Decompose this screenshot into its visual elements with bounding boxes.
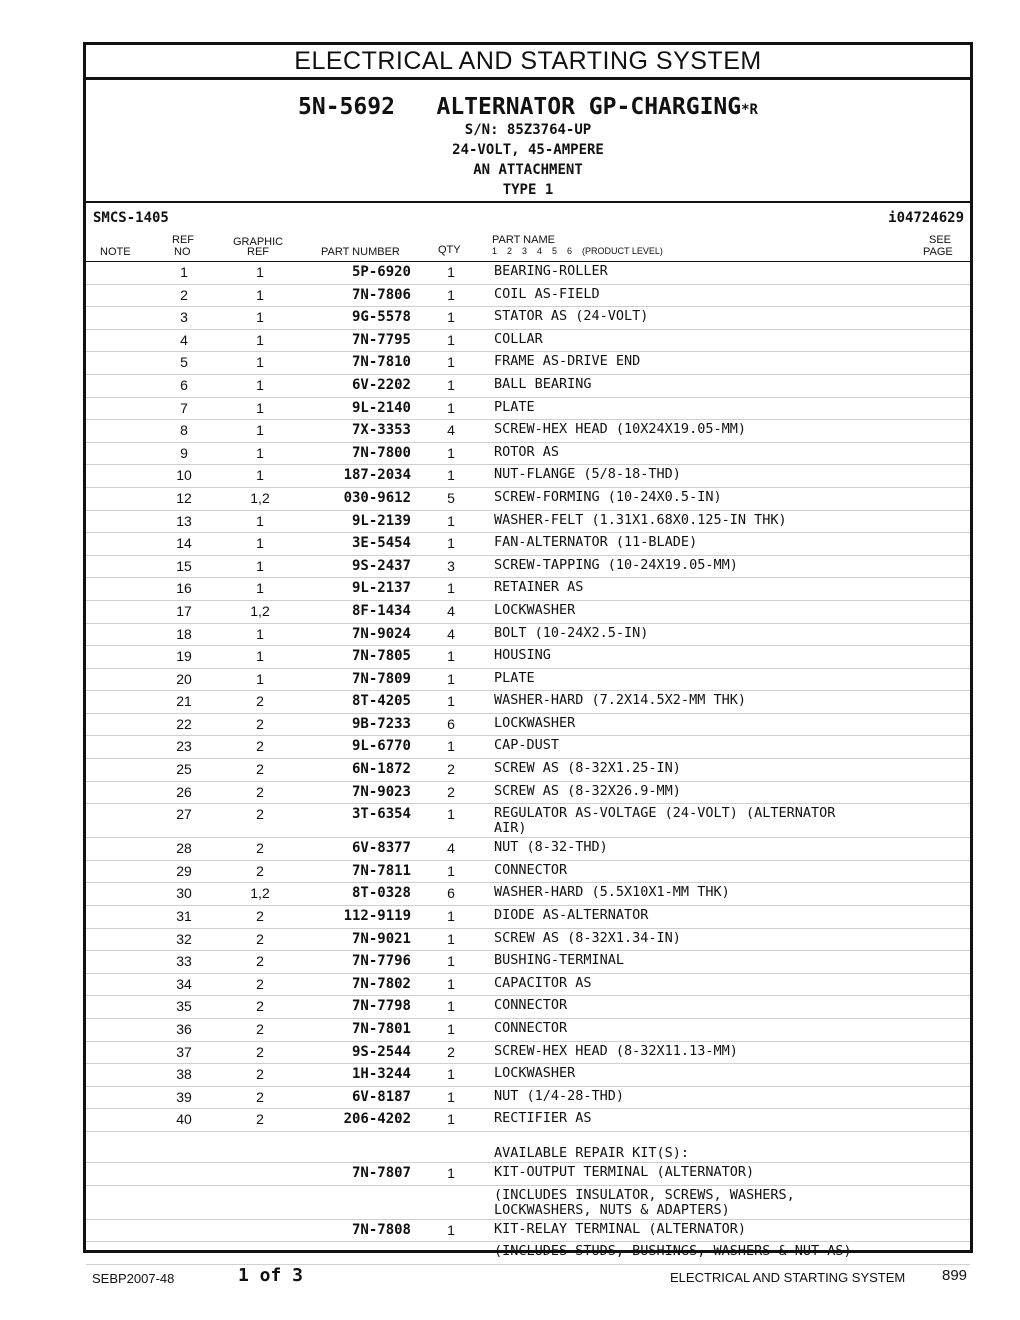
kit-qty: 1 [447,1221,455,1238]
qty-cell: 1 [447,998,455,1015]
graphic-ref-cell: 2 [256,761,264,778]
table-row [86,804,970,838]
part-number-cell: 9L-6770 [351,738,411,755]
table-row [86,714,970,737]
graphic-ref-cell: 1 [256,512,264,529]
ref-cell: 25 [176,761,192,778]
table-row [86,285,970,308]
qty-cell: 1 [447,512,455,529]
table-row [86,782,970,805]
table-row [86,330,970,353]
part-name-cell: FAN-ALTERNATOR (11-BLADE) [494,534,698,551]
ref-cell: 23 [176,738,192,755]
col-ref-top: REF [172,234,194,246]
part-number-cell: 206-4202 [343,1111,411,1128]
part-name-cell: DIODE AS-ALTERNATOR [494,907,649,924]
table-row [86,646,970,669]
table-row [86,974,970,997]
table-row [86,883,970,906]
part-name-cell: CONNECTOR [494,861,568,878]
ref-cell: 9 [180,444,188,461]
qty-cell: 1 [447,286,455,303]
ref-cell: 8 [180,422,188,439]
kit-name: KIT-OUTPUT TERMINAL (ALTERNATOR) [494,1163,755,1180]
part-number-cell: 6N-1872 [351,761,411,778]
ref-cell: 12 [176,489,192,506]
ref-cell: 20 [176,670,192,687]
kit-row [86,1220,970,1243]
part-number-cell: 9B-7233 [351,715,411,732]
part-name-cell: LOCKWASHER [494,1065,576,1082]
qty-cell: 1 [447,1066,455,1083]
part-name-cell: WASHER-HARD (5.5X10X1-MM THK) [494,884,730,901]
part-number-cell: 112-9119 [343,908,411,925]
part-number-cell: 7N-9023 [351,783,411,800]
table-row [86,1109,970,1132]
part-name-cell: PLATE [494,669,535,686]
qty-cell: 1 [447,399,455,416]
illustration-id: i04724629 [888,210,964,226]
part-number-cell: 9L-2137 [351,580,411,597]
col-see-top: SEE [929,234,952,246]
part-name-cell: HOUSING [494,647,551,664]
qty-cell: 4 [447,602,455,619]
part-name-cell: RECTIFIER AS [494,1110,592,1127]
part-name-cell: BEARING-ROLLER [494,263,608,279]
part-number-cell: 7N-9024 [351,625,411,642]
footer-document-id: SEBP2007-48 [92,1271,175,1286]
part-name-cell: NUT-FLANGE (5/8-18-THD) [494,466,681,483]
qty-cell: 6 [447,885,455,902]
ref-cell: 35 [176,998,192,1015]
ref-cell: 32 [176,930,192,947]
qty-cell: 4 [447,625,455,642]
part-number-cell: 7N-9021 [351,930,411,947]
col-qty: QTY [438,244,461,256]
graphic-ref-cell: 2 [256,862,264,879]
col-part-number: PART NUMBER [321,246,400,258]
qty-cell: 5 [447,489,455,506]
ref-cell: 26 [176,783,192,800]
part-number-cell: 9L-2139 [351,512,411,529]
group-suffix: *R [741,102,758,118]
table-row [86,1042,970,1065]
ref-cell: 39 [176,1088,192,1105]
ref-cell: 5 [180,354,188,371]
group-part-number: 5N-5692 [298,94,395,120]
kit-description: (INCLUDES INSULATOR, SCREWS, WASHERS, LOCKWASHERS, NUTS & ADAPTERS) [494,1186,795,1218]
ref-cell: 19 [176,648,192,665]
qty-cell: 1 [447,467,455,484]
part-name-cell: LOCKWASHER [494,601,576,618]
graphic-ref-cell: 1 [256,331,264,348]
ref-cell: 2 [180,286,188,303]
qty-cell: 1 [447,1111,455,1128]
part-name-cell: COIL AS-FIELD [494,285,600,302]
ref-cell: 40 [176,1111,192,1128]
kit-heading: AVAILABLE REPAIR KIT(S): [494,1144,690,1161]
graphic-ref-cell: 1 [256,625,264,642]
ref-cell: 4 [180,331,188,348]
kit-qty: 1 [447,1164,455,1181]
kit-part-number: 7N-7808 [351,1221,411,1238]
part-name-cell: CONNECTOR [494,1020,568,1036]
table-row [86,736,970,759]
table-row [86,601,970,624]
qty-cell: 1 [447,693,455,710]
graphic-ref-cell: 2 [256,715,264,732]
qty-cell: 4 [447,840,455,857]
part-number-cell: 8T-0328 [351,885,411,902]
part-name-cell: SCREW-HEX HEAD (10X24X19.05-MM) [494,421,746,438]
table-row [86,691,970,714]
ref-cell: 34 [176,975,192,992]
kit-description-row [86,1242,970,1265]
table-row [86,929,970,952]
part-number-cell: 7N-7798 [351,998,411,1015]
part-number-cell: 7N-7809 [351,670,411,687]
col-part-name: PART NAME [492,234,555,246]
part-number-cell: 7N-7806 [351,286,411,303]
footer-page-count: 1 of 3 [238,1265,304,1286]
part-number-cell: 9S-2437 [351,557,411,574]
part-number-cell: 9G-5578 [351,309,411,326]
part-name-cell: SCREW-TAPPING (10-24X19.05-MM) [494,556,738,573]
graphic-ref-cell: 2 [256,1066,264,1083]
ref-cell: 1 [180,264,188,280]
part-name-cell: REGULATOR AS-VOLTAGE (24-VOLT) (ALTERNATOR AIR) [494,805,836,837]
graphic-ref-cell: 2 [256,1043,264,1060]
ref-cell: 38 [176,1066,192,1083]
part-number-cell: 7N-7802 [351,975,411,992]
footer-page-number: 899 [942,1267,968,1284]
ref-cell: 37 [176,1043,192,1060]
graphic-ref-cell: 1 [256,309,264,326]
qty-cell: 1 [447,738,455,755]
table-row [86,443,970,466]
part-number-cell: 6V-8187 [351,1088,411,1105]
graphic-ref-cell: 1 [256,648,264,665]
part-number-cell: 1H-3244 [351,1066,411,1083]
table-row [86,951,970,974]
table-row [86,488,970,511]
part-name-cell: RETAINER AS [494,579,584,596]
ref-cell: 10 [176,467,192,484]
table-row [86,996,970,1019]
part-name-cell: ROTOR AS [494,443,560,460]
graphic-ref-cell: 1 [256,422,264,439]
graphic-ref-cell: 2 [256,1088,264,1105]
part-name-cell: COLLAR [494,330,543,347]
graphic-ref-cell: 1 [256,376,264,393]
part-number-cell: 187-2034 [343,467,411,484]
ref-cell: 29 [176,862,192,879]
qty-cell: 6 [447,715,455,732]
section-title: ELECTRICAL AND STARTING SYSTEM [86,45,970,80]
part-number-cell: 7X-3353 [351,422,411,439]
table-row [86,262,970,285]
ref-cell: 22 [176,715,192,732]
ref-cell: 14 [176,535,192,552]
graphic-ref-cell: 2 [256,1111,264,1128]
graphic-ref-cell: 2 [256,953,264,970]
table-row [86,838,970,861]
parts-page-frame [83,42,973,1260]
qty-cell: 2 [447,1043,455,1060]
ref-cell: 27 [176,806,192,823]
part-number-cell: 7N-7795 [351,331,411,348]
table-row [86,669,970,692]
group-header [86,80,970,203]
graphic-ref-cell: 2 [256,930,264,947]
kit-row [86,1163,970,1186]
part-number-cell: 7N-7810 [351,354,411,371]
graphic-ref-cell: 2 [256,806,264,823]
ref-cell: 13 [176,512,192,529]
part-number-cell: 3E-5454 [351,535,411,552]
ref-cell: 28 [176,840,192,857]
col-product-levels: 1 2 3 4 5 6 (PRODUCT LEVEL) [492,246,663,256]
footer-section: ELECTRICAL AND STARTING SYSTEM [670,1270,906,1285]
graphic-ref-cell: 1 [256,535,264,552]
table-row [86,1019,970,1042]
col-graphic-top: GRAPHIC [233,236,284,248]
attachment-label: AN ATTACHMENT [473,162,583,178]
table-row [86,861,970,884]
rating: 24-VOLT, 45-AMPERE [452,142,604,158]
part-name-cell: NUT (8-32-THD) [494,839,608,856]
part-name-cell: BUSHING-TERMINAL [494,952,625,969]
qty-cell: 3 [447,557,455,574]
part-number-cell: 6V-2202 [351,376,411,393]
table-row [86,533,970,556]
ref-cell: 33 [176,953,192,970]
part-number-cell: 9S-2544 [351,1043,411,1060]
ref-cell: 3 [180,309,188,326]
part-number-cell: 7N-7800 [351,444,411,461]
part-name-cell: CONNECTOR [494,997,568,1014]
ref-cell: 18 [176,625,192,642]
part-number-cell: 7N-7801 [351,1021,411,1037]
graphic-ref-cell: 1,2 [250,489,270,506]
part-number-cell: 3T-6354 [351,806,411,823]
qty-cell: 1 [447,930,455,947]
qty-cell: 1 [447,580,455,597]
table-row [86,578,970,601]
graphic-ref-cell: 2 [256,693,264,710]
ref-cell: 21 [176,693,192,710]
qty-cell: 1 [447,908,455,925]
graphic-ref-cell: 1 [256,444,264,461]
part-name-cell: SCREW AS (8-32X1.34-IN) [494,929,681,946]
kit-description: (INCLUDES STUDS, BUSHINGS, WASHERS & NUT AS) [494,1243,852,1260]
graphic-ref-cell: 1 [256,670,264,687]
graphic-ref-cell: 1 [256,580,264,597]
table-row [86,398,970,421]
col-note: NOTE [100,246,131,258]
ref-cell: 16 [176,580,192,597]
table-row [86,420,970,443]
smcs-code: SMCS-1405 [93,210,169,226]
group-title [86,94,970,120]
col-ref-bottom: NO [174,246,191,258]
graphic-ref-cell: 1 [256,286,264,303]
qty-cell: 1 [447,1088,455,1105]
qty-cell: 1 [447,806,455,823]
graphic-ref-cell: 2 [256,998,264,1015]
graphic-ref-cell: 2 [256,840,264,857]
part-number-cell: 8F-1434 [351,602,411,619]
kit-heading-row [86,1132,970,1163]
part-number-cell: 6V-8377 [351,840,411,857]
table-row [86,759,970,782]
qty-cell: 1 [447,975,455,992]
table-row [86,1087,970,1110]
graphic-ref-cell: 1 [256,557,264,574]
part-name-cell: NUT (1/4-28-THD) [494,1087,625,1104]
part-name-cell: SCREW-FORMING (10-24X0.5-IN) [494,488,722,505]
qty-cell: 1 [447,376,455,393]
part-number-cell: 8T-4205 [351,693,411,710]
table-row [86,352,970,375]
part-name-cell: SCREW AS (8-32X26.9-MM) [494,782,681,799]
table-row [86,1064,970,1087]
part-number-cell: 7N-7805 [351,648,411,665]
part-number-cell: 9L-2140 [351,399,411,416]
graphic-ref-cell: 2 [256,738,264,755]
table-row [86,465,970,488]
serial-number: S/N: 85Z3764-UP [464,122,592,138]
table-row [86,906,970,929]
graphic-ref-cell: 2 [256,1021,264,1037]
qty-cell: 2 [447,761,455,778]
part-name-cell: WASHER-HARD (7.2X14.5X2-MM THK) [494,692,746,709]
graphic-ref-cell: 1,2 [250,602,270,619]
part-name-cell: CAPACITOR AS [494,974,592,991]
ref-cell: 17 [176,602,192,619]
part-name-cell: SCREW-HEX HEAD (8-32X11.13-MM) [494,1042,738,1059]
qty-cell: 1 [447,309,455,326]
graphic-ref-cell: 2 [256,908,264,925]
kit-part-number: 7N-7807 [351,1164,411,1181]
table-row [86,375,970,398]
graphic-ref-cell: 2 [256,783,264,800]
qty-cell: 4 [447,422,455,439]
smcs-bar [86,203,970,231]
part-name-cell: FRAME AS-DRIVE END [494,353,641,370]
ref-cell: 15 [176,557,192,574]
kit-name: KIT-RELAY TERMINAL (ALTERNATOR) [494,1220,746,1237]
ref-cell: 7 [180,399,188,416]
qty-cell: 1 [447,862,455,879]
ref-cell: 30 [176,885,192,902]
group-name: ALTERNATOR GP-CHARGING [436,94,742,120]
part-name-cell: PLATE [494,398,535,415]
table-row [86,511,970,534]
part-name-cell: CAP-DUST [494,737,560,754]
part-number-cell: 030-9612 [343,489,411,506]
col-see-bottom: PAGE [923,246,953,258]
col-graphic-bottom: REF [247,246,269,258]
qty-cell: 2 [447,783,455,800]
qty-cell: 1 [447,264,455,280]
part-name-cell: BALL BEARING [494,375,592,392]
qty-cell: 1 [447,535,455,552]
part-name-cell: LOCKWASHER [494,714,576,731]
ref-cell: 6 [180,376,188,393]
part-number-cell: 7N-7811 [351,862,411,879]
type-label: TYPE 1 [502,182,554,198]
column-header [86,231,970,262]
graphic-ref-cell: 1 [256,264,264,280]
qty-cell: 1 [447,648,455,665]
part-number-cell: 5P-6920 [351,264,411,280]
table-row [86,624,970,647]
part-name-cell: WASHER-FELT (1.31X1.68X0.125-IN THK) [494,511,787,528]
part-name-cell: BOLT (10-24X2.5-IN) [494,624,649,641]
part-name-cell: STATOR AS (24-VOLT) [494,308,649,325]
kit-description-row [86,1186,970,1220]
qty-cell: 1 [447,670,455,687]
qty-cell: 1 [447,331,455,348]
graphic-ref-cell: 1 [256,354,264,371]
qty-cell: 1 [447,1021,455,1037]
table-row [86,556,970,579]
parts-list [86,262,970,1265]
graphic-ref-cell: 1 [256,467,264,484]
qty-cell: 1 [447,444,455,461]
qty-cell: 1 [447,354,455,371]
graphic-ref-cell: 1,2 [250,885,270,902]
ref-cell: 31 [176,908,192,925]
graphic-ref-cell: 2 [256,975,264,992]
table-row [86,307,970,330]
ref-cell: 36 [176,1021,192,1037]
graphic-ref-cell: 1 [256,399,264,416]
part-number-cell: 7N-7796 [351,953,411,970]
part-name-cell: SCREW AS (8-32X1.25-IN) [494,760,681,777]
qty-cell: 1 [447,953,455,970]
